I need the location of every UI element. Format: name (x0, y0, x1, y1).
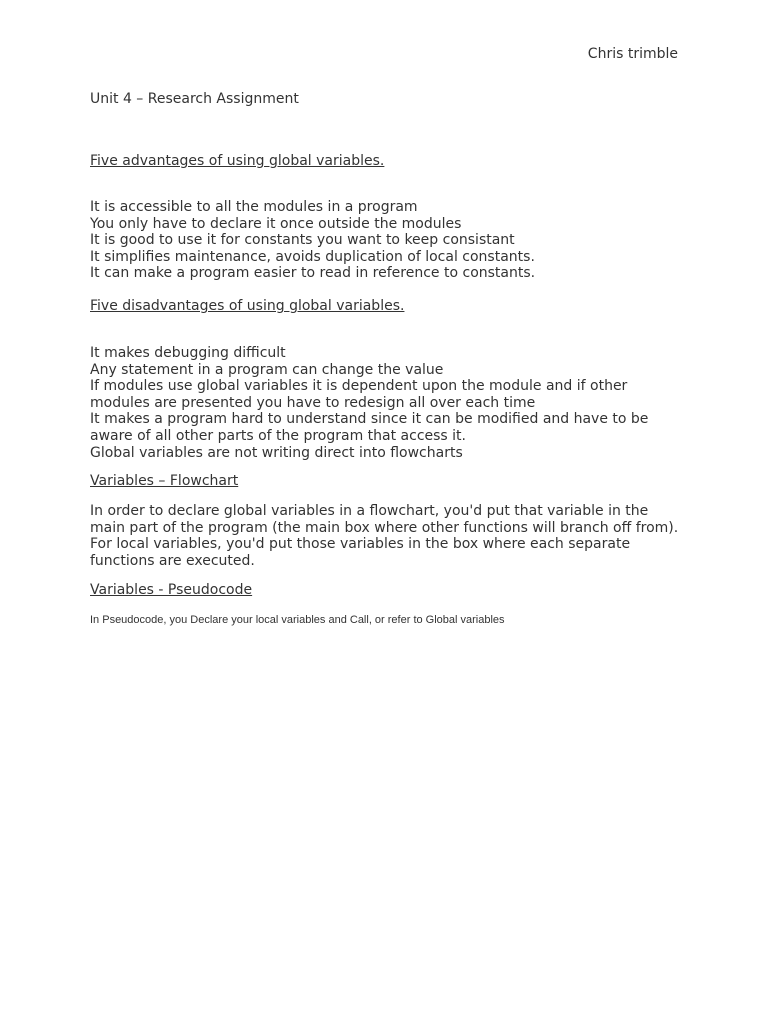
flowchart-paragraph (90, 503, 690, 569)
paragraph-line: For local variables, you'd put those variables in the box where each separate (90, 536, 631, 553)
list-item: modules are presented you have to redesign all over each time (90, 394, 536, 411)
pseudocode-heading: Variables - Pseudocode (90, 582, 253, 598)
disadvantages-list (90, 345, 690, 461)
paragraph-line: main part of the program (the main box where other functions will branch off from). (90, 519, 679, 536)
list-item: Any statement in a program can change the value (90, 361, 444, 378)
advantages-heading: Five advantages of using global variables. (90, 153, 385, 169)
list-item: It makes debugging difficult (90, 345, 286, 361)
author-name: Chris trimble (587, 46, 678, 62)
list-item: It can make a program easier to read in reference to constants. (90, 265, 536, 282)
list-item: You only have to declare it once outside the modules (90, 215, 462, 232)
list-item: It makes a program hard to understand since it can be modified and have to be (90, 411, 649, 428)
document-title: Unit 4 – Research Assignment (90, 91, 299, 107)
list-item: If modules use global variables it is dependent upon the module and if other (90, 378, 628, 395)
list-item: aware of all other parts of the program that access it. (90, 427, 466, 444)
advantages-list (90, 199, 690, 282)
list-item: It simplifies maintenance, avoids duplication of local constants. (90, 248, 535, 265)
pseudocode-paragraph: In Pseudocode, you Declare your local variables and Call, or refer to Global variables (90, 614, 505, 626)
list-item: Global variables are not writing direct into flowcharts (90, 444, 463, 461)
flowchart-heading: Variables – Flowchart (90, 473, 239, 489)
list-item: It is accessible to all the modules in a program (90, 199, 418, 215)
paragraph-line: In order to declare global variables in a flowchart, you'd put that variable in the (90, 503, 649, 519)
paragraph-line: functions are executed. (90, 552, 255, 569)
list-item: It is good to use it for constants you want to keep consistant (90, 232, 515, 249)
disadvantages-heading: Five disadvantages of using global variables. (90, 298, 405, 314)
